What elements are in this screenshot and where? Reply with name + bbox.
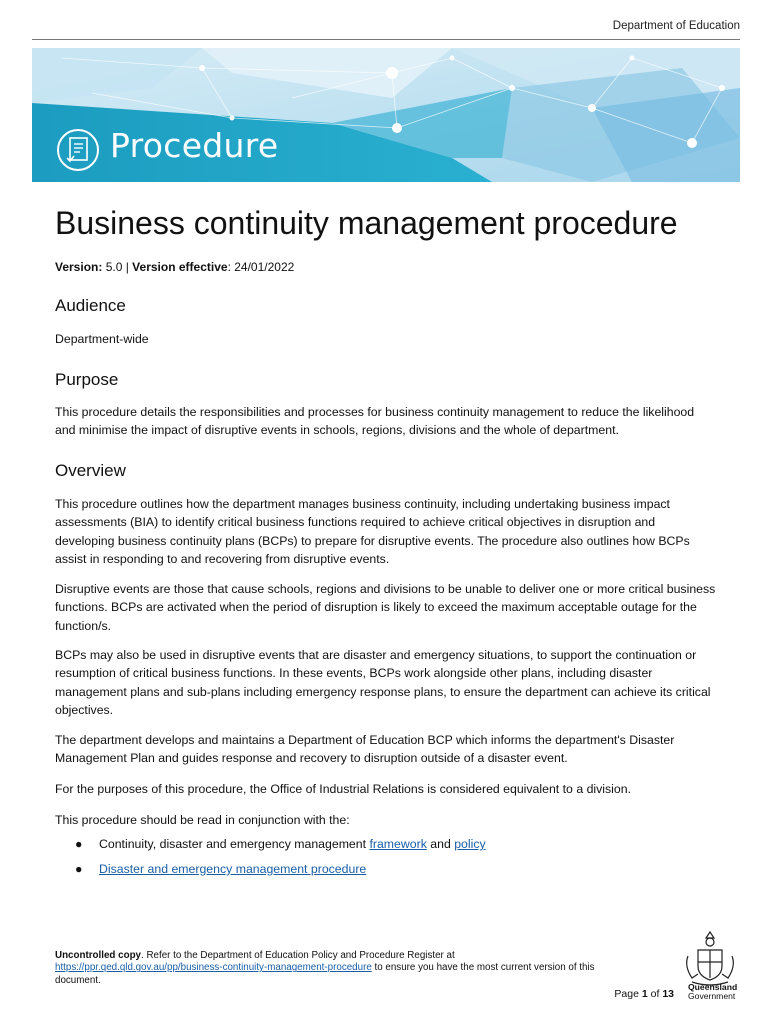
policy-link[interactable]: policy	[454, 837, 486, 851]
overview-paragraph-2: Disruptive events are those that cause schools, regions and divisions to be unable to deliver one or more critical business functions. BCPs are activated when the period of disruption is likely to exceed the maximum acceptable outage for the function/s.	[55, 582, 716, 633]
url-suffix: to ensure you have the most current version of this document.	[55, 962, 595, 986]
purpose-heading: Purpose	[55, 370, 119, 389]
uncontrolled-label: Uncontrolled copy	[55, 950, 142, 961]
overview-paragraph-1: This procedure outlines how the department manages business continuity, including undertaking business impact assessments (BIA) to identify critical business functions required to achieve critical objectives in disruption and developing business continuity plans (BCPs) to prepare for disruptive events. The procedure also outlines how BCPs assist in responding to and recovering from disruptive events.	[55, 497, 690, 566]
version-value: 5.0 |	[102, 260, 133, 274]
page-current: 1	[641, 988, 648, 1000]
footer-notice	[55, 950, 635, 987]
page-title: Business continuity management procedure	[55, 205, 678, 241]
queensland-crest-icon	[680, 928, 740, 1018]
banner-label: Procedure	[110, 126, 279, 165]
page-prefix: Page	[614, 988, 642, 1000]
reference-list	[55, 835, 486, 885]
reference-and: and	[426, 837, 455, 851]
crest-line-1: Queensland	[688, 982, 738, 992]
overview-paragraph-4: The department develops and maintains a Department of Education BCP which informs the department's Disaster Management Plan and guides response and recovery to disruption outside of a disaster event.	[55, 733, 675, 766]
list-item	[55, 860, 486, 885]
overview-heading: Overview	[55, 461, 126, 480]
overview-paragraph-3: BCPs may also be used in disruptive events that are disaster and emergency situations, to support the continuation or resumption of critical business functions. In these events, BCPs work alongside other plans, including disaster management plans and sub-plans including emergency response plans, to ensure the department can achieve its critical objectives.	[55, 648, 711, 717]
bullet-icon: ●	[75, 862, 83, 876]
header-divider	[32, 39, 740, 40]
framework-link[interactable]: framework	[369, 837, 427, 851]
register-link[interactable]: https://ppr.qed.qld.gov.au/pp/business-continuity-management-procedure	[55, 962, 372, 974]
queensland-government-wordmark	[688, 983, 737, 1001]
audience-text: Department-wide	[55, 332, 149, 346]
procedure-banner	[32, 48, 740, 182]
audience-heading: Audience	[55, 296, 126, 315]
bullet-icon: ●	[75, 837, 83, 851]
overview-paragraph-6: This procedure should be read in conjunction with the:	[55, 813, 350, 827]
version-effective-label: Version effective	[132, 260, 228, 274]
version-label: Version:	[55, 260, 103, 274]
reference-text: Continuity, disaster and emergency management	[99, 837, 370, 851]
uncontrolled-text: . Refer to the Department of Education Policy and Procedure Register at	[141, 950, 455, 961]
department-name: Department of Education	[612, 20, 740, 32]
disaster-procedure-link[interactable]: Disaster and emergency management procedure	[99, 862, 367, 876]
page-number	[614, 988, 674, 1000]
version-effective-value: : 24/01/2022	[227, 260, 295, 274]
page-total: 13	[662, 988, 674, 1000]
purpose-text: This procedure details the responsibilities and processes for business continuity management to reduce the likelihood and minimise the impact of disruptive events in schools, regions, divisions and the whole of department.	[55, 405, 695, 438]
overview-paragraph-5: For the purposes of this procedure, the Office of Industrial Relations is considered equivalent to a division.	[55, 782, 631, 796]
version-line	[55, 260, 294, 274]
list-item	[55, 835, 486, 860]
page-of: of	[647, 988, 663, 1000]
crest-line-2: Government	[688, 991, 736, 1001]
procedure-document-icon	[56, 128, 100, 172]
